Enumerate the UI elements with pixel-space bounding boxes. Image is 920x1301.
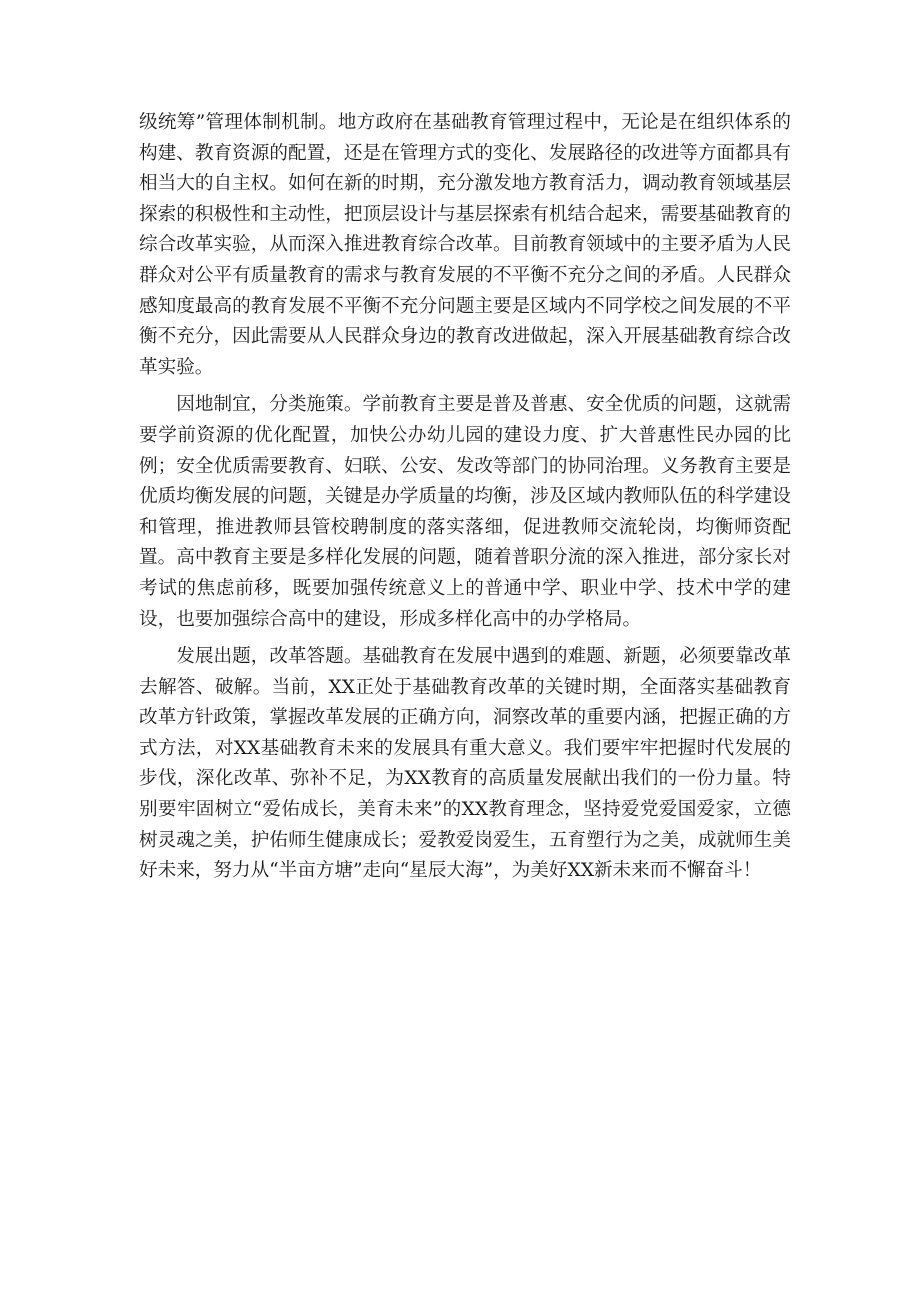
paragraph-local-policy: 因地制宜，分类施策。学前教育主要是普及普惠、安全优质的问题，这就需要学前资源的优化配置，加快公办幼儿园的建设力度、扩大普惠性民办园的比例；安全优质需要教育、妇联、公安、发改等部门的协同治理。义务教育主要是优质均衡发展的问题，关键是办学质量的均衡，涉及区域内教师队伍的科学建设和管理，推进教师县管校聘制度的落实落细，促进教师交流轮岗，均衡师资配置。高中教育主要是多样化发展的问题，随着普职分流的深入推进，部分家长对考试的焦虑前移，既要加强传统意义上的普通中学、职业中学、技术中学的建设，也要加强综合高中的建设，形成多样化高中的办学格局。 [139,394,791,630]
paragraph-reform: 发展出题，改革答题。基础教育在发展中遇到的难题、新题，必须要靠改革去解答、破解。当前，XX正处于基础教育改革的关键时期，全面落实基础教育改革方针政策，掌握改革发展的正确方向，洞察改革的重要内涵，把握正确的方式方法，对XX基础教育未来的发展具有重大意义。我们要牢牢把握时代发展的步伐，深化改革、弥补不足，为XX教育的高质量发展献出我们的一份力量。特别要牢固树立“爱佑成长，美育未来”的XX教育理念，坚持爱党爱国爱家，立德树灵魂之美，护佑师生健康成长；爱教爱岗爱生，五育塑行为之美，成就师生美好未来，努力从“半亩方塘”走向“星辰大海”，为美好XX新未来而不懈奋斗！ [139,646,791,882]
paragraph-continuation: 级统筹”管理体制机制。地方政府在基础教育管理过程中，无论是在组织体系的构建、教育资源的配置，还是在管理方式的变化、发展路径的改进等方面都具有相当大的自主权。如何在新的时期，充分激发地方教育活力，调动教育领域基层探索的积极性和主动性，把顶层设计与基层探索有机结合起来，需要基础教育的综合改革实验，从而深入推进教育综合改革。目前教育领域中的主要矛盾为人民群众对公平有质量教育的需求与教育发展的不平衡不充分之间的矛盾。人民群众感知度最高的教育发展不平衡不充分问题主要是区域内不同学校之间发展的不平衡不充分，因此需要从人民群众身边的教育改进做起，深入开展基础教育综合改革实验。 [139,112,791,378]
document-body [139,108,791,894]
